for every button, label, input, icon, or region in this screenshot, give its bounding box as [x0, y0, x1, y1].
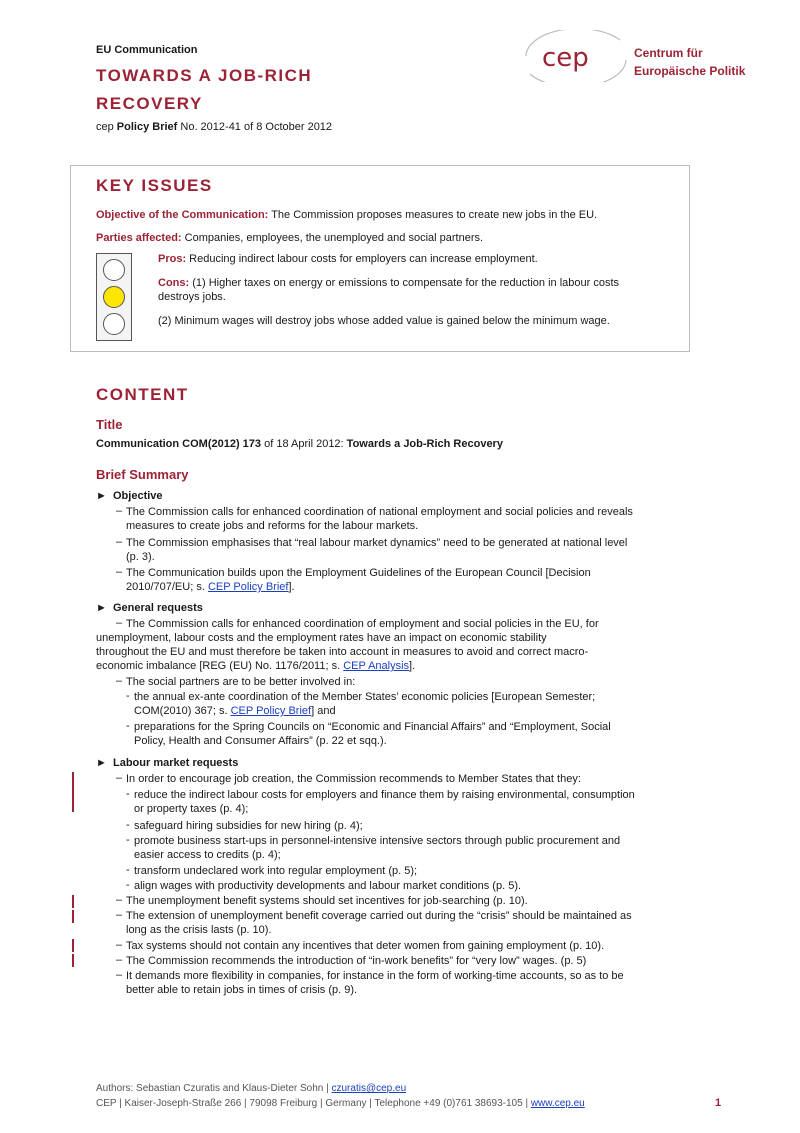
labour-sub4: transform undeclared work into regular employment (p. 5);	[134, 865, 418, 877]
cep-policy-brief-link-2[interactable]: CEP Policy Brief	[230, 705, 312, 717]
organisation-name-line2: Europäische Politik	[634, 64, 746, 78]
labour-sub1a: reduce the indirect labour costs for employers and finance them by raising environmental, consumption	[134, 789, 635, 801]
general-item1c: throughout the EU and must therefore be taken into account in measures to avoid and correct macro-	[96, 646, 589, 658]
cons-text-1a: (1) Higher taxes on energy or emissions to compensate for the reduction in labour costs	[189, 277, 619, 289]
objective-item3c: ].	[288, 581, 295, 593]
labour-sub3b: easier access to credits (p. 4);	[134, 849, 281, 861]
key-issues-title: KEY ISSUES	[96, 176, 213, 195]
general-sub1a: the annual ex-ante coordination of the Member States’ economic policies [European Semester;	[134, 691, 596, 703]
change-marker	[72, 954, 74, 967]
labour-market-heading: Labour market requests	[113, 757, 239, 769]
general-item1e: ].	[409, 660, 416, 672]
footer-authors	[96, 1083, 406, 1094]
labour-sub3a: promote business start-ups in personnel-intensive intensive sectors through public procurement and	[134, 835, 621, 847]
objective-item3b-text: 2010/707/EU; s.	[126, 581, 208, 593]
change-marker	[72, 910, 74, 923]
doc-number: Communication COM(2012) 173	[96, 438, 262, 450]
pros-label: Pros:	[158, 253, 187, 265]
brief-summary-heading: Brief Summary	[96, 467, 189, 482]
general-sub2a: preparations for the Spring Councils on “Economic and Financial Affairs” and “Employment, Social	[134, 721, 611, 733]
dash-icon: –	[116, 969, 123, 981]
objective-item3a: The Communication builds upon the Employment Guidelines of the European Council [Decision	[126, 567, 591, 579]
dash-icon: –	[116, 909, 123, 921]
change-marker	[72, 939, 74, 952]
labour-item4: Tax systems should not contain any incentives that deter women from gaining employment (p. 10).	[126, 940, 605, 952]
brief-prefix: cep	[96, 121, 117, 133]
general-item1d	[96, 659, 415, 673]
parties-text: Companies, employees, the unemployed and social partners.	[181, 232, 484, 244]
general-requests-bullet: ► General requests	[96, 602, 203, 614]
sub-dash-icon: -	[126, 864, 130, 876]
labour-sub5: align wages with productivity developments and labour market conditions (p. 5).	[134, 880, 522, 892]
objective-heading: Objective	[113, 490, 163, 502]
labour-item1: In order to encourage job creation, the Commission recommends to Member States that they:	[126, 773, 581, 785]
page-number: 1	[715, 1097, 722, 1109]
key-cons	[158, 276, 674, 290]
labour-sub1b: or property taxes (p. 4);	[134, 803, 249, 815]
objective-bullet: ► Objective	[96, 490, 163, 502]
key-pros	[158, 252, 538, 266]
general-sub1b	[134, 704, 336, 718]
organisation-name	[634, 44, 745, 80]
labour-sub2: safeguard hiring subsidies for new hiring (p. 4);	[134, 820, 363, 832]
brief-suffix: No. 2012-41 of 8 October 2012	[177, 121, 333, 133]
traffic-light-icon	[96, 253, 132, 341]
sub-dash-icon: -	[126, 788, 130, 800]
organisation-name-line1: Centrum für	[634, 46, 703, 60]
cons-text-1b: destroys jobs.	[158, 291, 226, 303]
labour-item6b: better able to retain jobs in times of crisis (p. 9).	[126, 984, 358, 996]
change-marker	[72, 772, 74, 812]
objective-text: The Commission proposes measures to create new jobs in the EU.	[268, 209, 598, 221]
sub-dash-icon: -	[126, 834, 130, 846]
change-marker	[72, 895, 74, 908]
objective-item2b: (p. 3).	[126, 551, 155, 563]
labour-item3a: The extension of unemployment benefit coverage carried out during the “crisis” should be maintained as	[126, 910, 632, 922]
cons-text-2: (2) Minimum wages will destroy jobs whose added value is gained below the minimum wage.	[158, 315, 610, 327]
authors-text: Authors: Sebastian Czuratis and Klaus-Dieter Sohn |	[96, 1083, 332, 1094]
document-reference	[96, 437, 503, 451]
general-sub1c: ] and	[311, 705, 336, 717]
sub-dash-icon: -	[126, 720, 130, 732]
cep-policy-brief-link[interactable]: CEP Policy Brief	[207, 581, 289, 593]
key-objective	[96, 208, 597, 222]
logo-text: cep	[542, 43, 589, 73]
dash-icon: –	[116, 617, 123, 629]
doc-date: of 18 April 2012:	[261, 438, 347, 450]
dash-icon: –	[116, 566, 123, 578]
dash-icon: –	[116, 894, 123, 906]
address-text: CEP | Kaiser-Joseph-Straße 266 | 79098 Freiburg | Germany | Telephone +49 (0)761 38693-105 |	[96, 1098, 531, 1109]
cep-analysis-link[interactable]: CEP Analysis	[343, 660, 410, 672]
title-heading: Title	[96, 417, 123, 432]
general-item1b: unemployment, labour costs and the employment rates have an impact on economic stability	[96, 632, 547, 644]
doc-name: Towards a Job-Rich Recovery	[346, 438, 503, 450]
dash-icon: –	[116, 536, 123, 548]
general-sub2b: Policy, Health and Consumer Affairs” (p. 22 et sqq.).	[134, 735, 387, 747]
dash-icon: –	[116, 505, 123, 517]
objective-item3b	[126, 580, 295, 594]
key-parties	[96, 231, 483, 245]
sub-dash-icon: -	[126, 690, 130, 702]
general-requests-heading: General requests	[113, 602, 203, 614]
general-item1a: The Commission calls for enhanced coordination of employment and social policies in the EU, for	[126, 618, 599, 630]
sub-dash-icon: -	[126, 879, 130, 891]
website-link[interactable]: www.cep.eu	[530, 1098, 585, 1109]
traffic-light-top-lamp	[103, 259, 125, 281]
labour-item2: The unemployment benefit systems should set incentives for job-searching (p. 10).	[126, 895, 528, 907]
brief-bold: Policy Brief	[116, 121, 178, 133]
objective-item1b: measures to create jobs and reforms for the labour markets.	[126, 520, 419, 532]
labour-item6a: It demands more flexibility in companies, for instance in the form of working-time accounts, so as to be	[126, 970, 624, 982]
policy-brief-line	[96, 121, 332, 133]
labour-item5: The Commission recommends the introduction of “in-work benefits” for “very low” wages. (p. 5)	[126, 955, 587, 967]
author-email-link[interactable]: czuratis@cep.eu	[331, 1083, 407, 1094]
pros-text: Reducing indirect labour costs for employers can increase employment.	[186, 253, 538, 265]
footer-address	[96, 1098, 585, 1109]
dash-icon: –	[116, 675, 123, 687]
publication-type: EU Communication	[96, 44, 198, 56]
general-item1d-text: economic imbalance [REG (EU) No. 1176/2011; s.	[96, 660, 344, 672]
traffic-light-amber-lamp	[103, 286, 125, 308]
parties-label: Parties affected:	[96, 232, 182, 244]
cons-label: Cons:	[158, 277, 190, 289]
labour-market-bullet: ► Labour market requests	[96, 757, 239, 769]
content-title: CONTENT	[96, 385, 189, 404]
cep-logo	[522, 30, 632, 82]
objective-item2a: The Commission emphasises that “real labour market dynamics” need to be generated at national level	[126, 537, 628, 549]
page-title-line2: RECOVERY	[96, 94, 203, 113]
page-title-line1: TOWARDS A JOB-RICH	[96, 66, 313, 85]
general-item2: The social partners are to be better involved in:	[126, 676, 356, 688]
traffic-light-bottom-lamp	[103, 313, 125, 335]
sub-dash-icon: -	[126, 819, 130, 831]
objective-label: Objective of the Communication:	[96, 209, 269, 221]
dash-icon: –	[116, 939, 123, 951]
dash-icon: –	[116, 954, 123, 966]
objective-item1a: The Commission calls for enhanced coordination of national employment and social policies and reveals	[126, 506, 633, 518]
general-sub1b-text: COM(2010) 367; s.	[134, 705, 231, 717]
dash-icon: –	[116, 772, 123, 784]
labour-item3b: long as the crisis lasts (p. 10).	[126, 924, 272, 936]
